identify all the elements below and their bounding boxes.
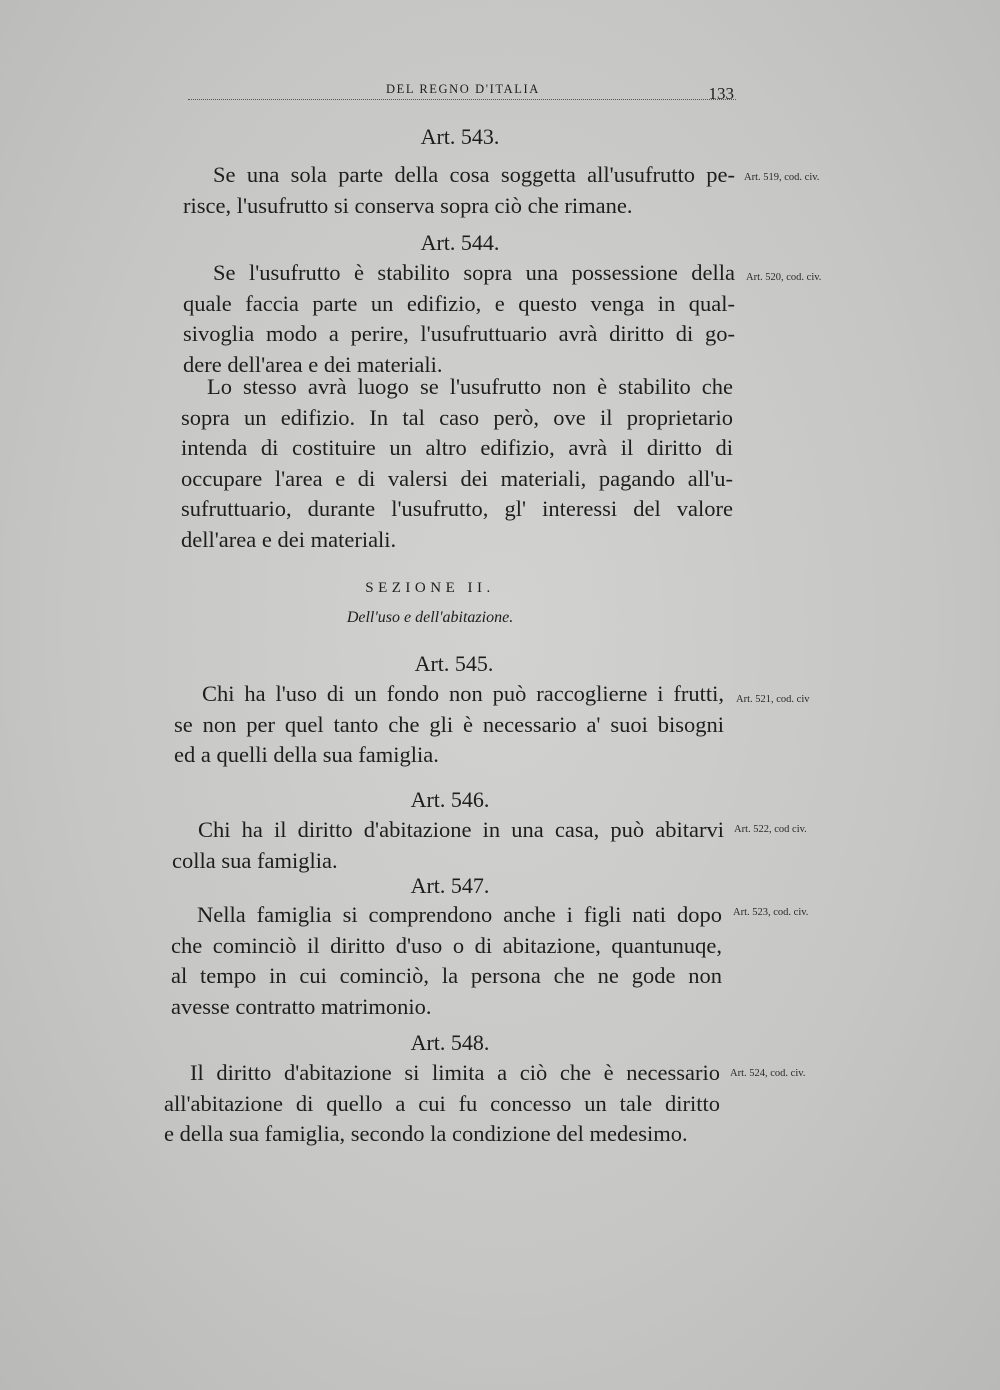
article-paragraph [183, 258, 735, 380]
margin-note: Art. 523, cod. civ. [733, 907, 809, 918]
text-line: e della sua famiglia, secondo la condizione del medesimo. [164, 1121, 688, 1146]
article-paragraph [174, 679, 724, 771]
text-line: Lo stesso avrà luogo se l'usufrutto non è stabilito che [207, 374, 733, 399]
text-line: ed a quelli della sua famiglia. [174, 742, 439, 767]
text-line: sopra un edifizio. In tal caso però, ove il proprietario [181, 404, 733, 430]
article-heading: Art. 544. [420, 230, 500, 255]
text-line: risce, l'usufrutto si conserva sopra ciò che rimane. [183, 192, 633, 218]
article-heading: Art. 548. [410, 1030, 490, 1055]
section-subtitle: Dell'uso e dell'abitazione. [346, 609, 514, 626]
text-line: sivoglia modo a perire, l'usufruttuario avrà diritto di go- [183, 321, 735, 346]
margin-note: Art. 521, cod. civ [736, 694, 810, 705]
text-line: Chi ha il diritto d'abitazione in una casa, può abitarvi [198, 817, 724, 842]
text-line: Se una sola parte della cosa soggetta all'usufrutto pe- [213, 162, 735, 187]
margin-note: Art. 519, cod. civ. [744, 172, 820, 183]
page-header [188, 78, 736, 108]
text-line: occupare l'area e di valersi dei materiali, pagando all'u- [181, 465, 733, 491]
article-paragraph [183, 160, 735, 221]
text-line: dere dell'area e dei materiali. [183, 351, 443, 377]
text-line: Nella famiglia si comprendono anche i figli nati dopo [197, 902, 722, 927]
text-line: intenda di costituire un altro edifizio, avrà il diritto di [181, 435, 733, 460]
article-heading: Art. 546. [410, 787, 490, 812]
text-line: che cominciò il diritto d'uso o di abitazione, quantunuqe, [171, 932, 722, 958]
page-number: 133 [708, 84, 734, 103]
text-line: avesse contratto matrimonio. [171, 993, 432, 1019]
article-paragraph [171, 900, 722, 1022]
article-heading: Art. 545. [414, 651, 494, 676]
article-paragraph [172, 815, 724, 876]
article-heading: Art. 543. [420, 124, 500, 149]
text-line: al tempo in cui cominciò, la persona che ne gode non [171, 963, 722, 988]
running-title: DEL REGNO D'ITALIA [386, 82, 540, 96]
text-line: quale faccia parte un edifizio, e questo venga in qual- [183, 290, 735, 316]
text-line: dell'area e dei materiali. [181, 526, 397, 552]
header-rule [188, 99, 736, 100]
section-heading: SEZIONE II. [365, 580, 495, 596]
margin-note: Art. 524, cod. civ. [730, 1068, 806, 1079]
margin-note: Art. 522, cod civ. [734, 824, 807, 835]
article-paragraph [164, 1058, 720, 1150]
text-line: colla sua famiglia. [172, 847, 338, 873]
text-line: all'abitazione di quello a cui fu concesso un tale diritto [164, 1090, 720, 1116]
text-line: Il diritto d'abitazione si limita a ciò che è necessario [190, 1060, 720, 1085]
text-line: Se l'usufrutto è stabilito sopra una possessione della [213, 260, 735, 285]
margin-note: Art. 520, cod. civ. [746, 272, 822, 283]
article-heading: Art. 547. [410, 873, 490, 898]
text-line: sufruttuario, durante l'usufrutto, gl' interessi del valore [181, 496, 733, 521]
text-line: Chi ha l'uso di un fondo non può raccoglierne i frutti, [202, 681, 724, 706]
text-line: se non per quel tanto che gli è necessario a' suoi bisogni [174, 711, 724, 737]
article-paragraph [181, 372, 733, 555]
